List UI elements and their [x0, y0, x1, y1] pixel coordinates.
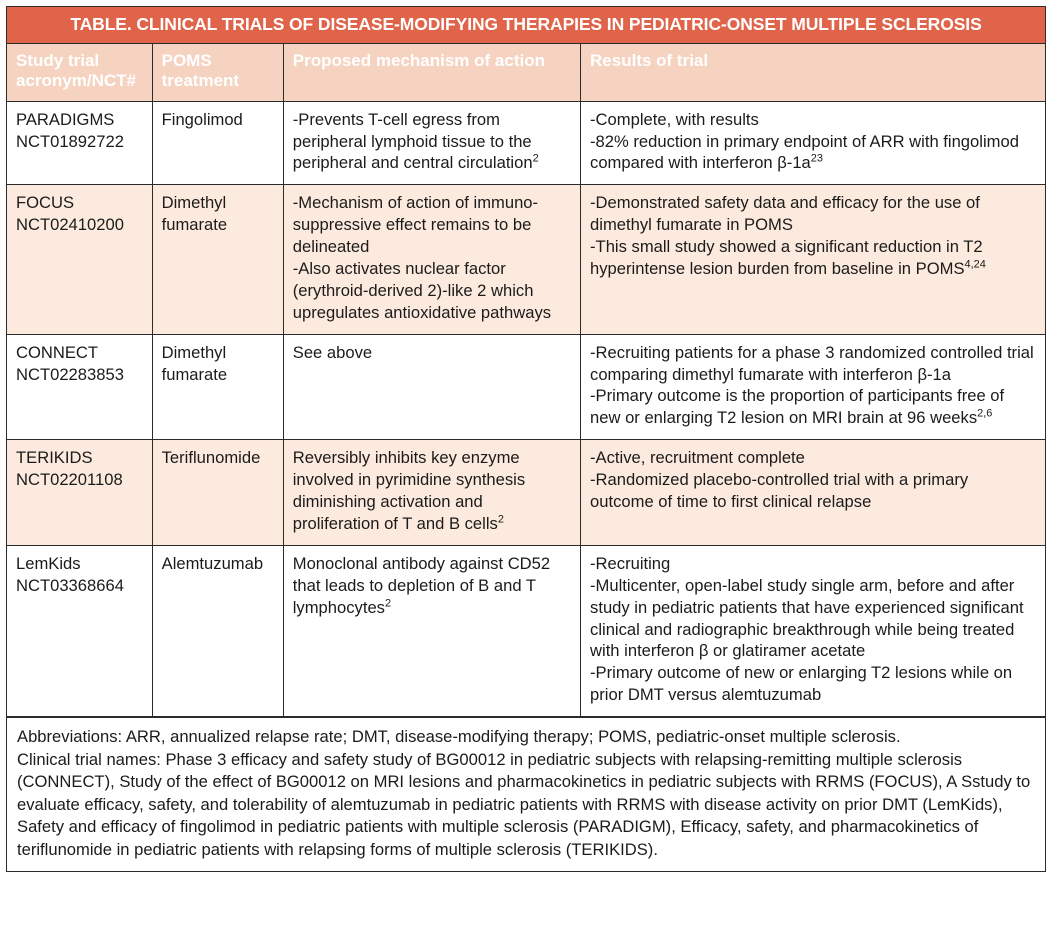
superscript-reference: 2 [384, 597, 392, 610]
cell-results [581, 440, 1045, 546]
results-item: -This small study showed a significant reduction in T2 hyperintense lesion burden from baseline in POMS$^{4,24}$ [590, 237, 986, 279]
table-row [7, 440, 1045, 546]
cell-poms-treatment: Dimethyl fumarate [152, 334, 283, 440]
column-header-mechanism [283, 44, 580, 101]
trial-nct-number: NCT02201108 [16, 470, 123, 490]
results-item: -Primary outcome of new or enlarging T2 lesions while on prior DMT versus alemtuzumab [590, 663, 1013, 705]
cell-study-trial [7, 185, 152, 334]
table-row [7, 334, 1045, 440]
cell-results [581, 185, 1045, 334]
cell-poms-treatment: Dimethyl fumarate [152, 185, 283, 334]
cell-study-trial [7, 334, 152, 440]
cell-mechanism [283, 185, 580, 334]
trial-acronym: CONNECT [16, 342, 99, 362]
superscript-reference: 2,6 [977, 407, 993, 420]
column-header-line-1: Proposed mechanism of action [292, 51, 545, 71]
footnote-trial-names: Clinical trial names: Phase 3 efficacy and safety study of BG00012 in pediatric subjects with relapsing-remitting multiple sclerosis (CONNECT), Study of the effect of BG00012 on MRI lesions and pharmacokinetics in pediatric subjects with RRMS (FOCUS), A Sstudy to evaluate efficacy, safety, and tolerability of alemtuzumab in pediatric patients with RRMS with disease activity on prior DMT (LemKids), Safety and efficacy of fingolimod in pediatric patients with multiple sclerosis (PARADIGM), Efficacy, safety, and pharmacokinetics of teriflunomide in pediatric patients with relapsing forms of multiple sclerosis (TERIKIDS). [17, 749, 1031, 859]
column-header-line-1: Study trial [16, 51, 100, 71]
footnote-abbreviations: Abbreviations: ARR, annualized relapse rate; DMT, disease-modifying therapy; POMS, pediatric-onset multiple sclerosis. [17, 727, 901, 747]
results-item: -Primary outcome is the proportion of participants free of new or enlarging T2 lesion on MRI brain at 96 weeks$^{2,6}$ [590, 386, 1005, 428]
cell-mechanism [283, 440, 580, 546]
trial-acronym: FOCUS [16, 193, 75, 213]
trial-acronym: TERIKIDS [16, 448, 93, 468]
mechanism-item: -Prevents T-cell egress from peripheral lymphoid tissue to the peripheral and central circulation$^2$ [292, 109, 539, 173]
column-header-line-2: acronym/NCT# [16, 70, 136, 90]
cell-mechanism [283, 545, 580, 716]
header-row [7, 44, 1045, 101]
results-item: -Multicenter, open-label study single arm, before and after study in pediatric patients that have experienced significant clinical and radiographic breakthrough while being treated with interferon β or glatiramer acetate [590, 575, 1024, 661]
table-row [7, 185, 1045, 334]
mechanism-item: -Mechanism of action of immuno-suppressive effect remains to be delineated [292, 193, 539, 257]
cell-mechanism [283, 334, 580, 440]
cell-poms-treatment: Alemtuzumab [152, 545, 283, 716]
column-header-study-trial [7, 44, 152, 101]
table-footnote [7, 717, 1045, 871]
cell-results [581, 101, 1045, 185]
table-header [7, 44, 1045, 101]
cell-study-trial [7, 101, 152, 185]
results-item: -Randomized placebo-controlled trial with a primary outcome of time to first clinical relapse [590, 470, 969, 512]
results-item: -Active, recruitment complete [590, 448, 805, 468]
superscript-reference: 4,24 [964, 258, 986, 271]
table-body [7, 101, 1045, 716]
trial-nct-number: NCT03368664 [16, 575, 124, 595]
mechanism-item: Monoclonal antibody against CD52 that leads to depletion of B and T lymphocytes$^2$ [292, 553, 551, 617]
table-title: TABLE. CLINICAL TRIALS OF DISEASE-MODIFYING THERAPIES IN PEDIATRIC-ONSET MULTIPLE SCLEROSIS [7, 7, 1045, 44]
trial-nct-number: NCT01892722 [16, 131, 124, 151]
column-header-line-2: treatment [161, 70, 240, 90]
trial-nct-number: NCT02410200 [16, 215, 124, 235]
cell-study-trial [7, 440, 152, 546]
cell-results [581, 334, 1045, 440]
results-item: -Recruiting [590, 553, 671, 573]
table-row [7, 101, 1045, 185]
column-header-line-1: POMS [161, 51, 212, 71]
results-item: -Demonstrated safety data and efficacy for the use of dimethyl fumarate in POMS [590, 193, 980, 235]
mechanism-item: Reversibly inhibits key enzyme involved in pyrimidine synthesis diminishing activation and proliferation of T and B cells$^2$ [292, 448, 526, 533]
clinical-trials-table [6, 6, 1046, 872]
data-table [7, 44, 1045, 717]
column-header-line-1: Results of trial [590, 51, 709, 71]
column-header-poms-treatment [152, 44, 283, 101]
cell-study-trial [7, 545, 152, 716]
cell-poms-treatment: Fingolimod [152, 101, 283, 185]
results-item: -Recruiting patients for a phase 3 randomized controlled trial comparing dimethyl fumarate with interferon β-1a [590, 342, 1034, 384]
results-item: -82% reduction in primary endpoint of ARR with fingolimod compared with interferon $\beta-1a^{23}$ [590, 131, 1019, 173]
results-item: -Complete, with results [590, 109, 759, 129]
trial-acronym: LemKids [16, 553, 81, 573]
trial-acronym: PARADIGMS [16, 109, 115, 129]
superscript-reference: 23 [810, 152, 823, 165]
cell-poms-treatment: Teriflunomide [152, 440, 283, 546]
cell-mechanism [283, 101, 580, 185]
cell-results [581, 545, 1045, 716]
trial-nct-number: NCT02283853 [16, 364, 124, 384]
superscript-reference: 2 [532, 152, 539, 165]
mechanism-item: -Also activates nuclear factor (erythroid-derived 2)-like 2 which upregulates antioxidative pathways [292, 259, 552, 322]
table-row [7, 545, 1045, 716]
column-header-results [581, 44, 1045, 101]
superscript-reference: 2 [497, 513, 504, 526]
mechanism-item: See above [292, 342, 373, 362]
